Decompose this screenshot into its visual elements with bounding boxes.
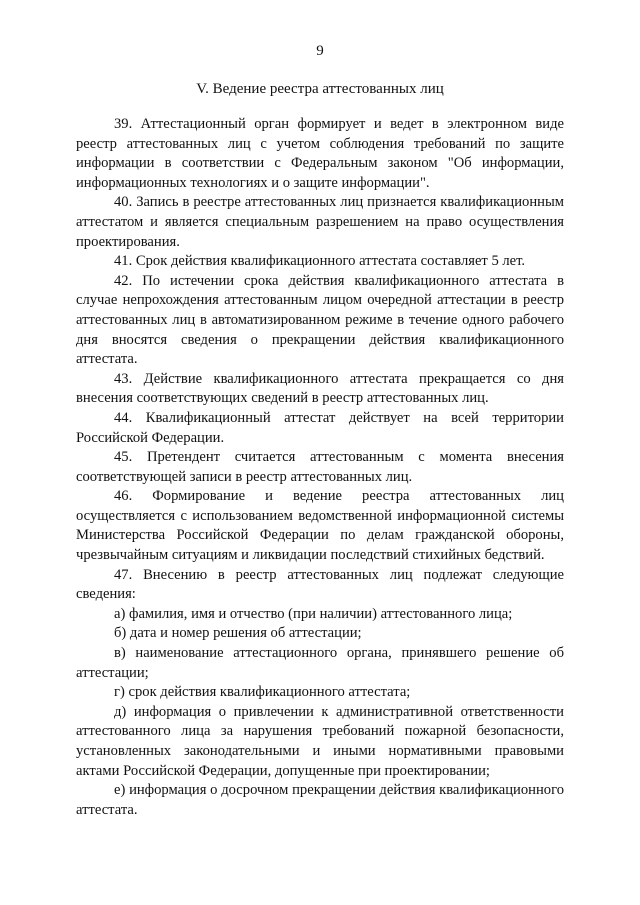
page-number: 9: [316, 43, 324, 59]
list-item-d: д) информация о привлечении к административной ответственности аттестованного лица за нарушения требований пожарной безопасности, установленных законодательными и иными нормативными правовыми актами Российской Федерации, допущенные при проектировании;: [76, 703, 564, 779]
section-title: V. Ведение реестра аттестованных лиц: [196, 81, 444, 97]
paragraph-42: 42. По истечении срока действия квалификационного аттестата в случае непрохождения аттестованным лицом очередной аттестации в реестр аттестованных лиц в автоматизированном режиме в течение одного рабочего дня вносятся сведения о прекращении действия квалификационного аттестата.: [76, 272, 564, 368]
list-item-a: а) фамилия, имя и отчество (при наличии) аттестованного лица;: [114, 605, 513, 622]
paragraph-43: 43. Действие квалификационного аттестата прекращается со дня внесения соответствующих сведений в реестр аттестованных лиц.: [76, 370, 564, 407]
paragraph-45: 45. Претендент считается аттестованным с момента внесения соответствующей записи в реестр аттестованных лиц.: [76, 449, 564, 485]
paragraph-44: 44. Квалификационный аттестат действует на всей территории Российской Федерации.: [76, 409, 564, 446]
list-item-v: в) наименование аттестационного органа, принявшего решение об аттестации;: [76, 645, 564, 681]
paragraph-46: 46. Формирование и ведение реестра аттестованных лиц осуществляется с использованием ведомственной информационной системы Министерства Российской Федерации по делам гражданской обороны, чрезвычайным ситуациям и ликвидации последствий стихийных бедствий.: [76, 488, 564, 564]
paragraph-41: 41. Срок действия квалификационного аттестата составляет 5 лет.: [114, 253, 526, 270]
list-item-b: б) дата и номер решения об аттестации;: [114, 625, 362, 642]
paragraph-47: 47. Внесению в реестр аттестованных лиц подлежат следующие сведения:: [76, 566, 564, 603]
list-item-g: г) срок действия квалификационного аттестата;: [114, 684, 411, 701]
paragraph-40: 40. Запись в реестре аттестованных лиц признается квалификационным аттестатом и является специальным разрешением на право осуществления проектирования.: [76, 194, 564, 250]
list-item-e: е) информация о досрочном прекращении действия квалификационного аттестата.: [76, 782, 564, 818]
paragraph-39: 39. Аттестационный орган формирует и ведет в электронном виде реестр аттестованных лиц с учетом соблюдения требований по защите информации в соответствии с Федеральным законом "Об информации, информационных технологиях и о защите информации".: [76, 116, 564, 191]
document-body: [76, 115, 564, 820]
